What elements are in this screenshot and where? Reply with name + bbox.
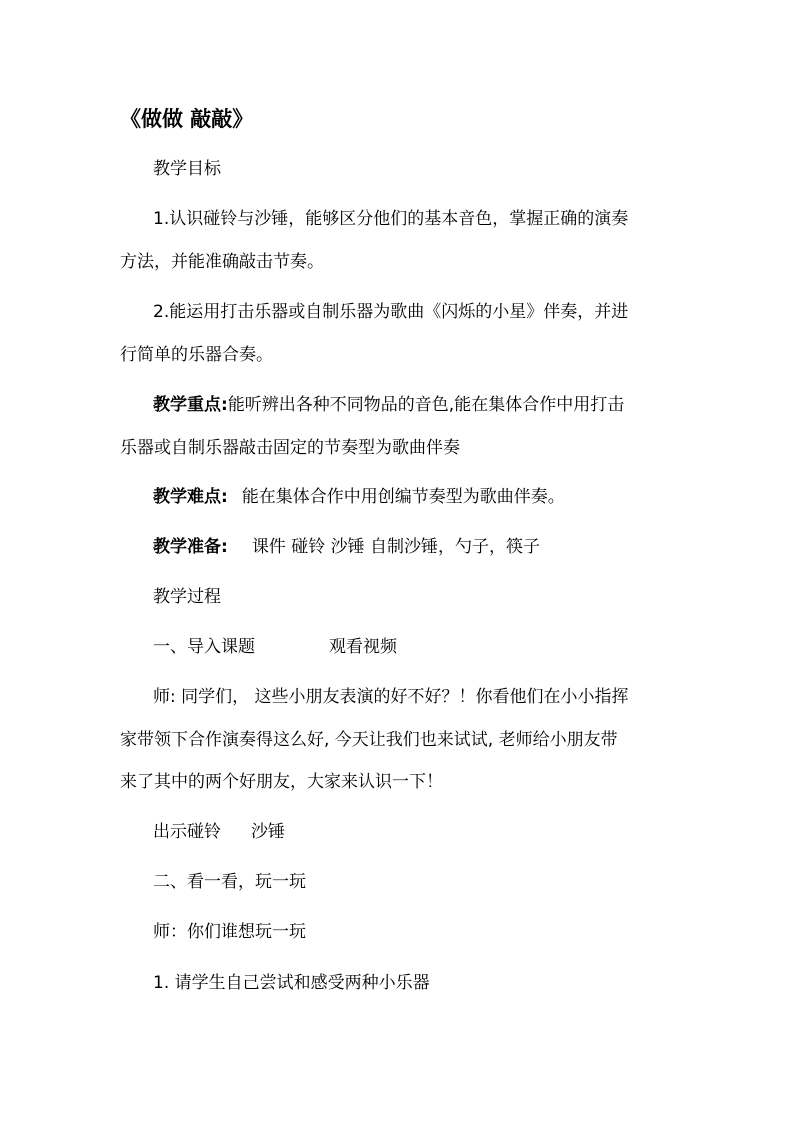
step-1-line: [153, 634, 709, 660]
objective-2-line-1: 2.能运用打击乐器或自制乐器为歌曲《闪烁的小星》伴奏，并进: [153, 302, 629, 322]
key-points-line-2: 乐器或自制乐器敲击固定的节奏型为歌曲伴奏: [120, 438, 460, 458]
objective-2-line-2: 行简单的乐器合奏。: [120, 345, 273, 365]
step-1-title: 一、导入课题: [153, 637, 255, 657]
show-instruments-line: [153, 819, 709, 845]
preparation-line: [153, 534, 709, 560]
list-item-1: 1. 请学生自己尝试和感受两种小乐器: [153, 973, 430, 993]
objective-1-line-1: 1.认识碰铃与沙锤，能够区分他们的基本音色，掌握正确的演奏: [153, 209, 629, 229]
teacher-speech-1-line-3: 来了其中的两个好朋友，大家来认识一下！: [120, 772, 443, 792]
objectives-heading: 教学目标: [153, 159, 221, 179]
key-points-text: 能听辨出各种不同物品的音色,能在集体合作中用打击: [227, 395, 625, 415]
preparation-text: 课件 碰铃 沙锤 自制沙锤，勺子，筷子: [251, 537, 541, 557]
preparation-label: 教学准备:: [153, 537, 228, 557]
teacher-speech-1-line-1: 师: 同学们， 这些小朋友表演的好不好？！你看他们在小小指挥: [153, 687, 629, 707]
objective-1-line-2: 方法，并能准确敲击节奏。: [120, 252, 324, 272]
show-instrument-2: 沙锤: [251, 822, 285, 842]
difficulty-line: [153, 484, 709, 510]
lesson-title: 《做做 敲敲》: [120, 107, 254, 131]
teacher-speech-2: 师：你们谁想玩一玩: [153, 922, 306, 942]
show-instrument-1: 出示碰铃: [153, 822, 221, 842]
key-points-label: 教学重点:: [153, 395, 228, 415]
difficulty-label: 教学难点:: [153, 487, 228, 507]
teacher-speech-1-line-2: 家带领下合作演奏得这么好, 今天让我们也来试试, 老师给小朋友带: [120, 730, 618, 750]
step-2-title: 二、看一看，玩一玩: [153, 872, 306, 892]
process-heading: 教学过程: [153, 587, 221, 607]
key-points-line-1: [153, 392, 709, 418]
step-1-activity: 观看视频: [329, 637, 397, 657]
difficulty-text: 能在集体合作中用创编节奏型为歌曲伴奏。: [241, 487, 565, 507]
